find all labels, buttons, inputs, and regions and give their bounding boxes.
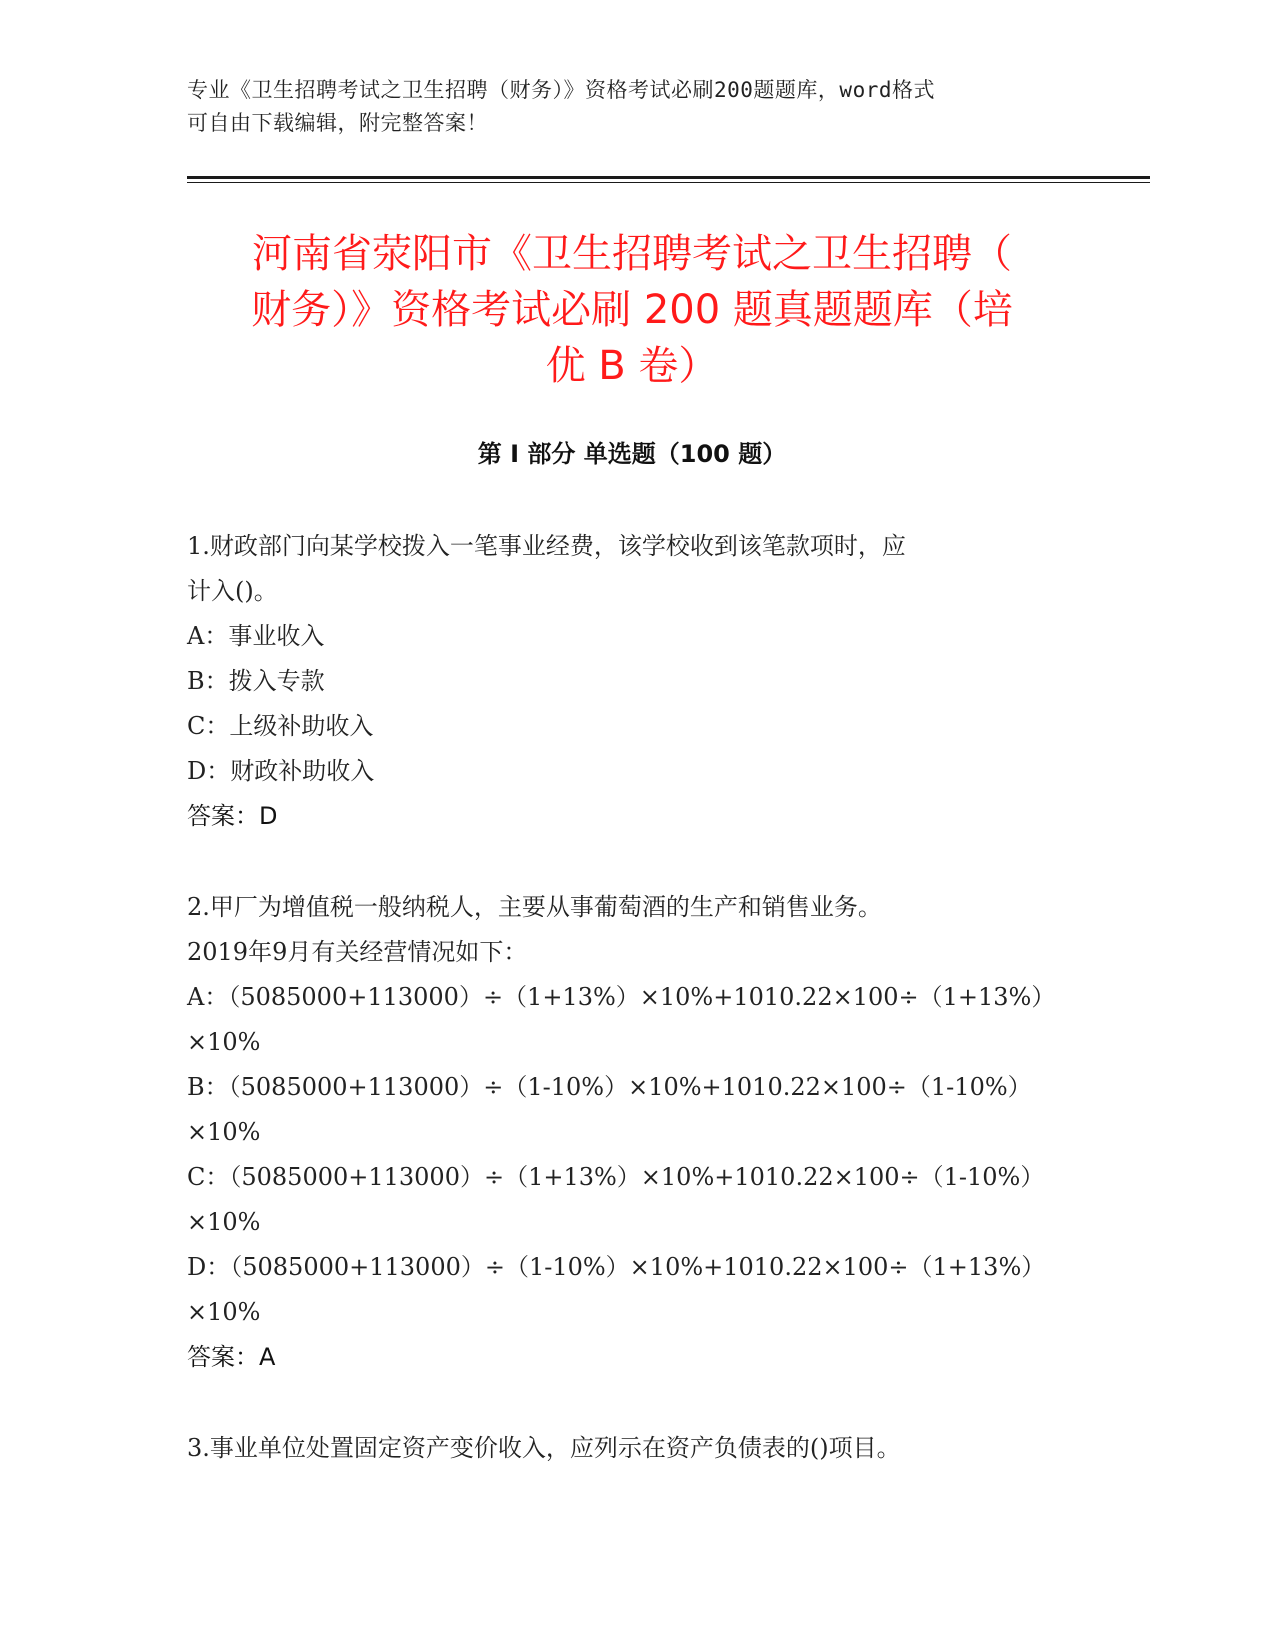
header-divider-thin bbox=[187, 182, 1150, 183]
document-title bbox=[187, 226, 1077, 394]
question-2 bbox=[187, 885, 1067, 1380]
section-heading: 第 I 部分 单选题（100 题） bbox=[477, 440, 787, 468]
option-d-continued: ×10% bbox=[187, 1298, 261, 1326]
question-stem-line: 2.甲厂为增值税一般纳税人，主要从事葡萄酒的生产和销售业务。 bbox=[187, 893, 882, 921]
option-b: B：（5085000+113000）÷（1-10%）×10%+1010.22×100÷（1-10%） bbox=[187, 1073, 1032, 1101]
question-stem-line: 2019年9月有关经营情况如下： bbox=[187, 938, 528, 966]
question-stem-line: 计入()。 bbox=[187, 577, 278, 605]
option-a: A：事业收入 bbox=[187, 622, 325, 650]
header-note-line: 专业《卫生招聘考试之卫生招聘（财务）》资格考试必刷200题题库，word格式 bbox=[187, 78, 935, 102]
question-stem-line: 3.事业单位处置固定资产变价收入，应列示在资产负债表的()项目。 bbox=[187, 1434, 901, 1462]
option-b: B：拨入专款 bbox=[187, 667, 325, 695]
header-divider-thick bbox=[187, 176, 1150, 179]
title-line: 财务）》资格考试必刷 200 题真题题库（培 bbox=[251, 287, 1013, 333]
option-b-continued: ×10% bbox=[187, 1118, 261, 1146]
question-list bbox=[187, 524, 1067, 1471]
option-c: C：（5085000+113000）÷（1+13%）×10%+1010.22×100÷（1-10%） bbox=[187, 1163, 1045, 1191]
option-c: C：上级补助收入 bbox=[187, 712, 374, 740]
option-d: D：（5085000+113000）÷（1-10%）×10%+1010.22×100÷（1+13%） bbox=[187, 1253, 1046, 1281]
question-1 bbox=[187, 524, 1067, 839]
answer-label: 答案：A bbox=[187, 1343, 276, 1371]
question-stem-line: 1.财政部门向某学校拨入一笔事业经费，该学校收到该笔款项时，应 bbox=[187, 532, 906, 560]
title-line: 优 B 卷） bbox=[545, 343, 719, 389]
option-a: A：（5085000+113000）÷（1+13%）×10%+1010.22×100÷（1+13%） bbox=[187, 983, 1056, 1011]
option-a-continued: ×10% bbox=[187, 1028, 261, 1056]
option-d: D：财政补助收入 bbox=[187, 757, 375, 785]
option-c-continued: ×10% bbox=[187, 1208, 261, 1236]
header-note-line: 可自由下载编辑，附完整答案！ bbox=[187, 111, 488, 135]
question-3 bbox=[187, 1426, 1067, 1471]
answer-label: 答案：D bbox=[187, 802, 278, 830]
header-note bbox=[187, 74, 1067, 140]
title-line: 河南省荥阳市《卫生招聘考试之卫生招聘（ bbox=[252, 231, 1012, 277]
